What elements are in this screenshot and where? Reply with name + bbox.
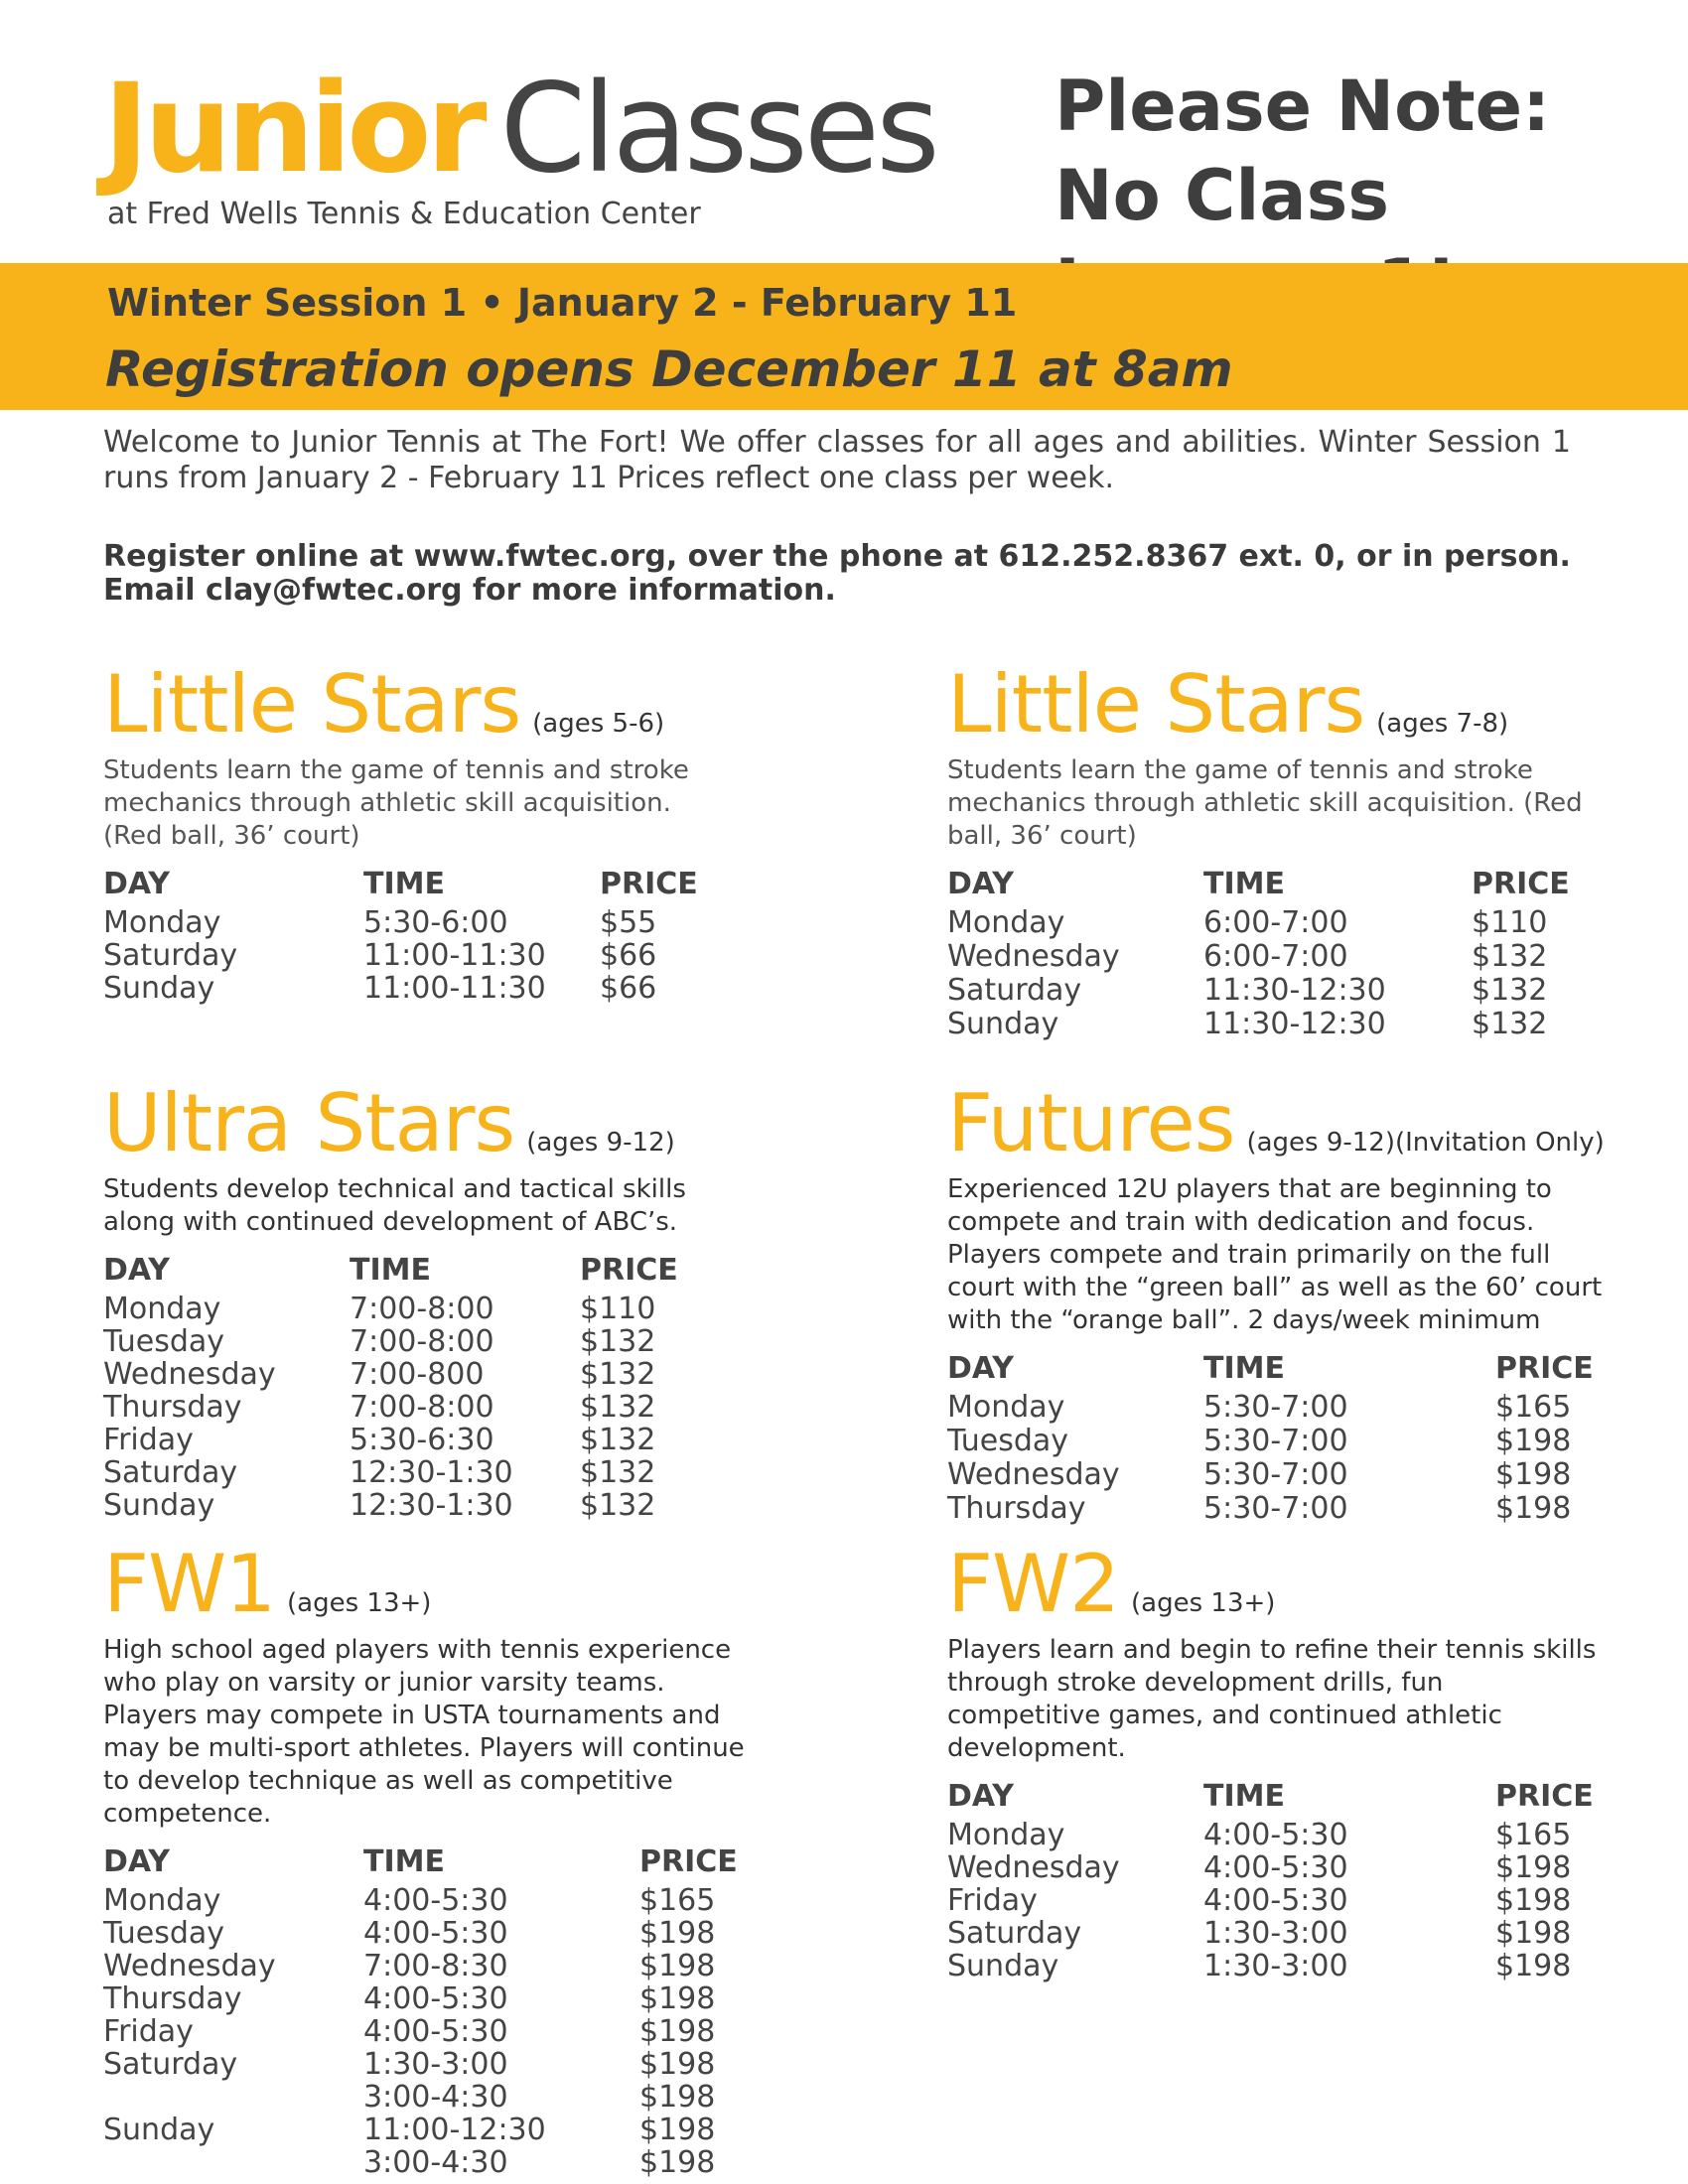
column-header-day: DAY: [947, 867, 1014, 901]
register-info: Register online at www.fwtec.org, over the phone at 612.252.8367 ext. 0, or in person. Email clay@fwtec.org for more information.: [103, 539, 1571, 608]
schedule-time: 6:00-7:00: [1203, 905, 1348, 940]
intro-text: Welcome to Junior Tennis at The Fort! We offer classes for all ages and abilities. Winter Session 1 runs from January 2 - February 11 Prices reflect one class per week.: [103, 425, 1571, 495]
column-header-day: DAY: [947, 1351, 1014, 1386]
column-header-price: PRICE: [1472, 867, 1570, 901]
class-fw1: [103, 1538, 759, 2180]
schedule-column-price: [580, 1253, 678, 1522]
schedule-column-day: [103, 867, 237, 1005]
class-title: [947, 1538, 1603, 1630]
column-header-day: DAY: [103, 1253, 170, 1288]
schedule-day: Thursday: [103, 1390, 242, 1425]
schedule-column-price: [1472, 867, 1570, 1041]
class-ages: (ages 9-12)(Invitation Only): [1246, 1128, 1605, 1158]
column-header-time: TIME: [350, 1253, 431, 1288]
schedule-time: 1:30-3:00: [1203, 1916, 1348, 1951]
schedule-day: Friday: [103, 2014, 194, 2049]
column-header-day: DAY: [103, 1844, 170, 1879]
schedule-time: 4:00-5:30: [363, 2014, 508, 2049]
class-description: Students develop technical and tactical skills along with continued development of ABC’s.: [103, 1174, 686, 1237]
schedule-time: 7:00-800: [350, 1357, 485, 1392]
class-little-stars-5-6: [103, 658, 709, 1006]
schedule-day: Tuesday: [103, 1324, 225, 1359]
column-header-price: PRICE: [639, 1844, 738, 1879]
class-description: High school aged players with tennis experience who play on varsity or junior varsity teams. Players may compete in USTA tournaments and may be multi-sport athletes. Players will continue to develop technique as well as competitive competence.: [103, 1635, 745, 1829]
schedule-day: Saturday: [103, 2047, 238, 2082]
schedule-column-day: [103, 1844, 276, 2179]
column-header-price: PRICE: [600, 867, 698, 901]
schedule-time: 5:30-7:00: [1203, 1390, 1348, 1425]
schedule-time: 5:30-6:00: [363, 905, 508, 940]
class-title: [103, 1538, 759, 1630]
schedule-day: Monday: [103, 1292, 221, 1326]
schedule-time: 4:00-5:30: [363, 1981, 508, 2016]
column-header-time: TIME: [363, 1844, 445, 1879]
schedule-time: 11:30-12:30: [1203, 973, 1386, 1008]
schedule-time: 3:00-4:30: [363, 2145, 508, 2180]
column-header-time: TIME: [1203, 867, 1285, 901]
class-name: FW2: [947, 1538, 1120, 1630]
schedule-day: Wednesday: [103, 1949, 276, 1983]
class-ages: (ages 5-6): [532, 709, 665, 739]
class-ages: (ages 13+): [1131, 1588, 1276, 1618]
class-description: Students learn the game of tennis and stroke mechanics through athletic skill acquisition. (Red ball, 36’ court): [103, 755, 689, 851]
schedule-day: Sunday: [103, 971, 215, 1006]
schedule-price: $198: [639, 1949, 716, 1983]
class-ages: (ages 13+): [287, 1588, 432, 1618]
schedule-table: [947, 867, 1583, 1041]
schedule-time: 5:30-7:00: [1203, 1457, 1348, 1492]
class-ultra-stars: [103, 1077, 699, 1523]
schedule-price: $132: [580, 1390, 656, 1425]
schedule-price: $132: [1472, 939, 1548, 974]
schedule-day: Sunday: [103, 1488, 215, 1523]
schedule-time: 1:30-3:00: [1203, 1949, 1348, 1983]
schedule-price: $55: [600, 905, 657, 940]
schedule-column-time: [1203, 1779, 1348, 1982]
schedule-table: [103, 1253, 699, 1522]
title-junior: Junior: [103, 58, 483, 201]
schedule-time: 7:00-8:00: [350, 1324, 494, 1359]
schedule-price: $110: [1472, 905, 1548, 940]
schedule-day: Tuesday: [947, 1424, 1069, 1458]
schedule-price: $198: [639, 2145, 716, 2180]
schedule-price: $132: [580, 1423, 656, 1457]
schedule-time: 5:30-6:30: [350, 1423, 494, 1457]
class-title: [103, 658, 709, 751]
schedule-price: $198: [1495, 1949, 1572, 1983]
schedule-day: Saturday: [103, 938, 238, 973]
column-header-time: TIME: [363, 867, 445, 901]
schedule-price: $198: [639, 1916, 716, 1951]
schedule-day: Saturday: [103, 1455, 238, 1490]
schedule-column-day: [947, 1779, 1120, 1982]
schedule-day: Wednesday: [947, 1457, 1120, 1492]
schedule-day: Wednesday: [103, 1357, 276, 1392]
class-description: Experienced 12U players that are beginning to compete and train with dedication and focus. Players compete and train primarily on the full court with the “green ball” as well as the 60’ court with the “orange ball”. 2 days/week minimum: [947, 1174, 1603, 1335]
schedule-day: Sunday: [947, 1949, 1059, 1983]
schedule-time: 1:30-3:00: [363, 2047, 508, 2082]
column-header-day: DAY: [103, 867, 170, 901]
schedule-time: 5:30-7:00: [1203, 1424, 1348, 1458]
schedule-price: $132: [580, 1324, 656, 1359]
schedule-time: 4:00-5:30: [1203, 1883, 1348, 1918]
page-title: [103, 58, 1027, 201]
schedule-column-price: [1495, 1351, 1594, 1526]
schedule-time: 4:00-5:30: [1203, 1818, 1348, 1852]
schedule-column-day: [103, 1253, 276, 1522]
schedule-price: $198: [639, 2014, 716, 2049]
schedule-price: $198: [1495, 1424, 1572, 1458]
schedule-day: Sunday: [947, 1007, 1059, 1041]
schedule-day: Monday: [947, 1818, 1065, 1852]
class-name: Little Stars: [947, 658, 1365, 751]
schedule-column-day: [947, 1351, 1120, 1526]
class-name: FW1: [103, 1538, 276, 1630]
schedule-table: [947, 1351, 1603, 1526]
schedule-table: [103, 867, 709, 1005]
schedule-time: 4:00-5:30: [363, 1916, 508, 1951]
session-banner: [0, 263, 1688, 410]
column-header-price: PRICE: [1495, 1351, 1594, 1386]
schedule-time: 12:30-1:30: [350, 1488, 513, 1523]
schedule-day: [103, 2081, 276, 2114]
schedule-column-price: [639, 1844, 738, 2179]
column-header-time: TIME: [1203, 1779, 1285, 1814]
class-name: Little Stars: [103, 658, 521, 751]
class-description: Students learn the game of tennis and stroke mechanics through athletic skill acquisition. (Red ball, 36’ court): [947, 755, 1583, 851]
schedule-column-time: [350, 1253, 513, 1522]
schedule-day: Monday: [947, 1390, 1065, 1425]
schedule-time: 7:00-8:30: [363, 1949, 508, 1983]
column-header-day: DAY: [947, 1779, 1014, 1814]
schedule-time: 4:00-5:30: [1203, 1850, 1348, 1885]
schedule-time: 7:00-8:00: [350, 1292, 494, 1326]
class-title: [947, 1077, 1605, 1169]
schedule-price: $132: [1472, 1007, 1548, 1041]
schedule-day: Sunday: [103, 2113, 215, 2147]
schedule-day: Friday: [947, 1883, 1038, 1918]
class-title: [103, 1077, 699, 1169]
schedule-price: $66: [600, 971, 657, 1006]
schedule-day: Thursday: [103, 1981, 242, 2016]
schedule-price: $198: [1495, 1457, 1572, 1492]
schedule-price: $198: [639, 2113, 716, 2147]
schedule-price: $132: [580, 1488, 656, 1523]
schedule-column-time: [1203, 1351, 1348, 1526]
schedule-price: $198: [1495, 1491, 1572, 1526]
schedule-price: $198: [639, 2080, 716, 2115]
schedule-day: Monday: [103, 905, 221, 940]
column-header-price: PRICE: [580, 1253, 678, 1288]
class-description: Players learn and begin to refine their tennis skills through stroke development drills, fun competitive games, and continued athletic development.: [947, 1635, 1597, 1763]
schedule-price: $165: [639, 1883, 716, 1918]
schedule-day: Wednesday: [947, 939, 1120, 974]
schedule-price: $198: [639, 1981, 716, 2016]
schedule-time: 6:00-7:00: [1203, 939, 1348, 974]
class-name: Futures: [947, 1077, 1235, 1169]
schedule-price: $132: [580, 1357, 656, 1392]
schedule-price: $132: [580, 1455, 656, 1490]
schedule-column-time: [363, 867, 546, 1005]
schedule-price: $165: [1495, 1390, 1572, 1425]
schedule-time: 7:00-8:00: [350, 1390, 494, 1425]
holiday-note: Please Note: No Class: [1055, 66, 1551, 236]
class-futures: [947, 1077, 1605, 1526]
schedule-price: $198: [1495, 1883, 1572, 1918]
class-ages: (ages 9-12): [526, 1128, 675, 1158]
schedule-column-day: [947, 867, 1120, 1041]
class-title: [947, 658, 1583, 751]
schedule-price: $132: [1472, 973, 1548, 1008]
registration-date: Registration opens December 11 at 8am: [105, 341, 1233, 398]
class-little-stars-7-8: [947, 658, 1583, 1041]
schedule-price: $198: [1495, 1850, 1572, 1885]
schedule-price: $198: [1495, 1916, 1572, 1951]
page-subtitle: at Fred Wells Tennis & Education Center: [107, 197, 701, 231]
page-header: [103, 58, 1027, 231]
column-header-price: PRICE: [1495, 1779, 1594, 1814]
schedule-time: 5:30-7:00: [1203, 1491, 1348, 1526]
schedule-day: Wednesday: [947, 1850, 1120, 1885]
schedule-day: Monday: [103, 1883, 221, 1918]
schedule-day: Thursday: [947, 1491, 1086, 1526]
schedule-column-time: [1203, 867, 1386, 1041]
class-name: Ultra Stars: [103, 1077, 515, 1169]
schedule-day: Friday: [103, 1423, 194, 1457]
schedule-time: 11:00-11:30: [363, 938, 546, 973]
schedule-table: [947, 1779, 1603, 1982]
schedule-price: $198: [639, 2047, 716, 2082]
schedule-column-price: [1495, 1779, 1594, 1982]
schedule-column-price: [600, 867, 698, 1005]
schedule-day: Tuesday: [103, 1916, 225, 1951]
schedule-column-time: [363, 1844, 546, 2179]
session-dates: Winter Session 1 • January 2 - February 11: [107, 281, 1018, 325]
schedule-time: 12:30-1:30: [350, 1455, 513, 1490]
schedule-price: $165: [1495, 1818, 1572, 1852]
schedule-time: 11:00-11:30: [363, 971, 546, 1006]
schedule-time: 11:30-12:30: [1203, 1007, 1386, 1041]
class-fw2: [947, 1538, 1603, 1983]
schedule-day: Saturday: [947, 973, 1082, 1008]
class-ages: (ages 7-8): [1376, 709, 1509, 739]
schedule-price: $66: [600, 938, 657, 973]
schedule-day: [103, 2146, 276, 2179]
schedule-time: 3:00-4:30: [363, 2080, 508, 2115]
schedule-price: $110: [580, 1292, 656, 1326]
schedule-day: Saturday: [947, 1916, 1082, 1951]
schedule-table: [103, 1844, 759, 2179]
schedule-day: Monday: [947, 905, 1065, 940]
column-header-time: TIME: [1203, 1351, 1285, 1386]
schedule-time: 4:00-5:30: [363, 1883, 508, 1918]
title-classes: Classes: [499, 58, 936, 201]
schedule-time: 11:00-12:30: [363, 2113, 546, 2147]
